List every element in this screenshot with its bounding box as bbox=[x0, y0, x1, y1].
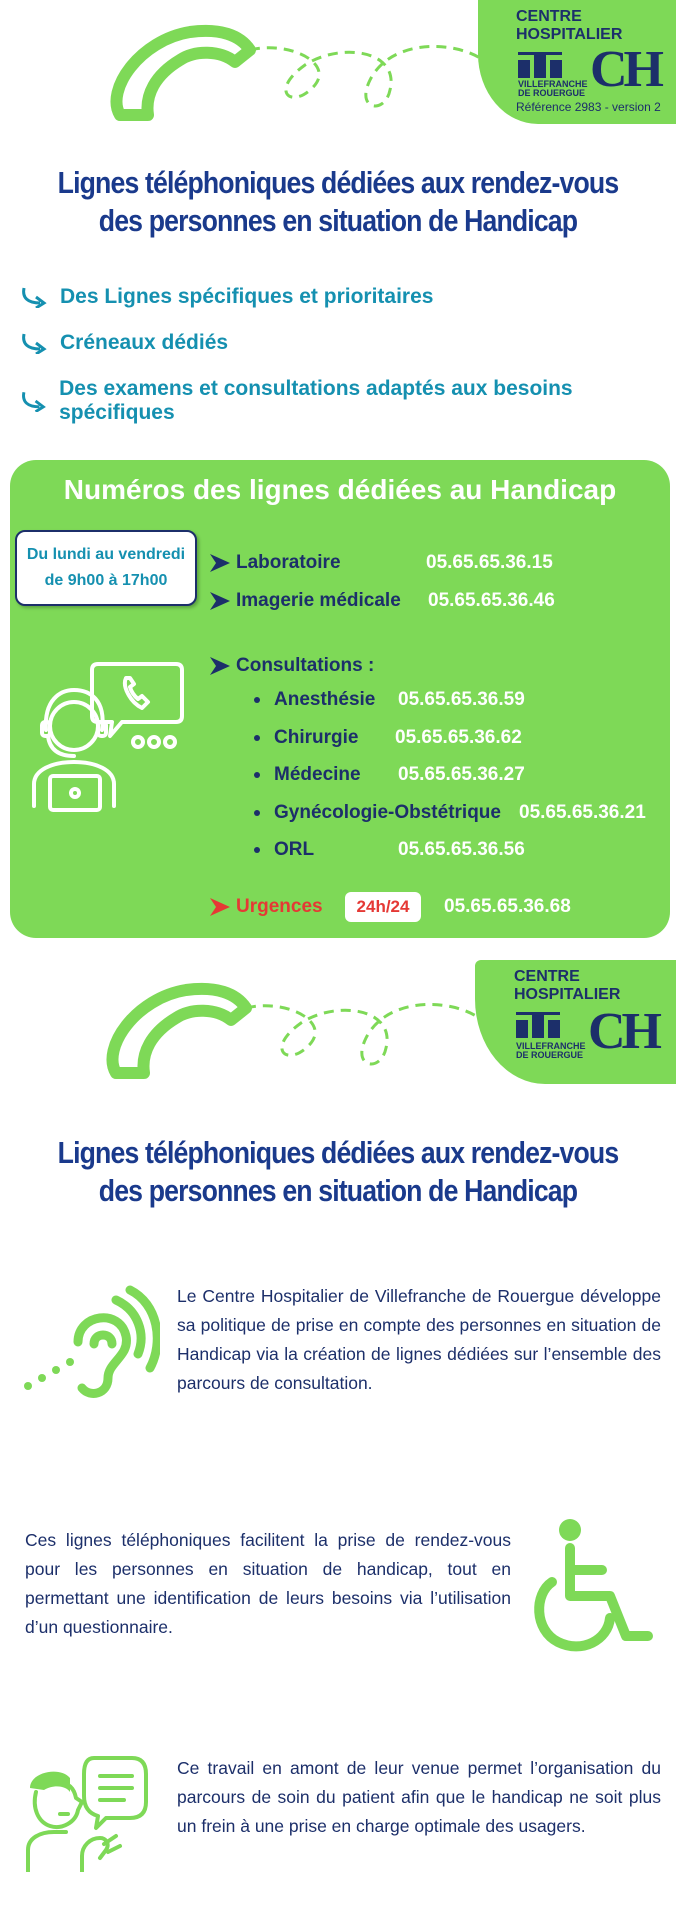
page-title bbox=[47, 164, 628, 240]
paragraph-1: Le Centre Hospitalier de Villefranche de Rouergue développe sa politique de prise en compte des personnes en situation de Handicap via la création de lignes dédiées sur l’ensemble des parcours de consultation. bbox=[177, 1286, 661, 1393]
chevron-right-icon bbox=[210, 554, 230, 572]
hearing-icon bbox=[20, 1282, 160, 1402]
reference-number: Référence 2983 - version 2 bbox=[516, 100, 661, 114]
title-line-1: Lignes téléphoniques dédiées aux rendez-vous bbox=[57, 1135, 619, 1170]
paragraph-2: Ces lignes téléphoniques facilitent la prise de rendez-vous pour les personnes en situation de handicap, tout en permettant une identification de leurs besoins via l’utilisation d’un questionnaire. bbox=[25, 1530, 511, 1637]
curved-arrow-icon bbox=[20, 332, 52, 354]
opening-hours-box bbox=[15, 530, 197, 606]
bullet bbox=[254, 735, 260, 741]
consultation-label: Anesthésie bbox=[274, 689, 376, 710]
consultations-header bbox=[210, 655, 374, 677]
consultation-label: Chirurgie bbox=[274, 727, 359, 748]
phone-number: 05.65.65.36.46 bbox=[428, 590, 555, 611]
consultation-label: Médecine bbox=[274, 764, 361, 785]
consultation-label: ORL bbox=[274, 839, 315, 860]
phone-number: 05.65.65.36.15 bbox=[426, 552, 553, 573]
logo-city-2: DE ROUERGUE bbox=[516, 1050, 584, 1060]
curved-arrow-icon bbox=[20, 286, 52, 308]
urgences-label: Urgences bbox=[236, 896, 323, 917]
call-center-agent-icon bbox=[26, 656, 186, 814]
consultation-item bbox=[254, 839, 314, 861]
curved-arrow-icon bbox=[20, 390, 51, 412]
bullet bbox=[254, 810, 260, 816]
hospital-logo bbox=[516, 8, 676, 114]
phone-handset-icon bbox=[100, 20, 500, 130]
logo-name: CENTRE HOSPITALIER bbox=[514, 968, 621, 1003]
consultation-item bbox=[254, 727, 358, 749]
phone-number: 05.65.65.36.27 bbox=[398, 764, 525, 785]
title-line-1: Lignes téléphoniques dédiées aux rendez-vous bbox=[57, 165, 619, 200]
feature-item bbox=[20, 331, 228, 355]
card-title: Numéros des lignes dédiées au Handicap bbox=[63, 474, 617, 505]
chevron-right-icon bbox=[210, 657, 230, 675]
speaking-person-icon bbox=[20, 1752, 150, 1872]
feature-label: Des Lignes spécifiques et prioritaires bbox=[60, 285, 434, 308]
logo-city-2: DE ROUERGUE bbox=[518, 88, 586, 98]
title-line-2: des personnes en situation de Handicap bbox=[98, 203, 578, 238]
consultation-label: Gynécologie-Obstétrique bbox=[274, 802, 501, 823]
line-laboratoire bbox=[210, 552, 341, 574]
consultation-item bbox=[254, 802, 501, 824]
wheelchair-icon bbox=[530, 1518, 660, 1660]
urgences-line bbox=[210, 896, 323, 918]
line-label: Laboratoire bbox=[236, 552, 341, 573]
consultations-label: Consultations : bbox=[236, 655, 375, 676]
phone-number: 05.65.65.36.56 bbox=[398, 839, 525, 860]
bullet bbox=[254, 697, 260, 703]
feature-label: Des examens et consultations adaptés aux besoins spécifiques bbox=[59, 377, 573, 424]
chevron-right-icon bbox=[210, 592, 230, 610]
phone-handset-icon bbox=[96, 978, 496, 1088]
section-title bbox=[47, 1134, 628, 1210]
line-imagerie bbox=[210, 590, 401, 612]
bullet bbox=[254, 772, 260, 778]
logo-mark: CH bbox=[588, 1003, 658, 1060]
logo-name: CENTRE HOSPITALIER bbox=[516, 8, 623, 43]
line-label: Imagerie médicale bbox=[236, 590, 401, 611]
consultation-item bbox=[254, 764, 361, 786]
title-line-2: des personnes en situation de Handicap bbox=[98, 1173, 578, 1208]
logo-mark: CH bbox=[590, 41, 660, 98]
hours-days: Du lundi au vendredi bbox=[26, 546, 186, 563]
hours-times: de 9h00 à 17h00 bbox=[44, 572, 168, 589]
phone-number: 05.65.65.36.21 bbox=[519, 802, 646, 823]
chevron-right-icon bbox=[210, 898, 230, 916]
feature-item bbox=[20, 377, 676, 425]
logo-city-1: VILLEFRANCHE bbox=[518, 79, 588, 89]
logo-city-1: VILLEFRANCHE bbox=[516, 1041, 586, 1051]
phone-number: 05.65.65.36.68 bbox=[444, 896, 571, 917]
urgences-badge: 24h/24 bbox=[345, 892, 421, 922]
logo-building-icon bbox=[518, 50, 578, 78]
logo-building-icon bbox=[516, 1010, 576, 1038]
feature-item bbox=[20, 285, 433, 309]
phone-number: 05.65.65.36.59 bbox=[398, 689, 525, 710]
paragraph-3: Ce travail en amont de leur venue permet l’organisation du parcours de soin du patient afin que le handicap ne soit plus un frein à une prise en charge optimale des usagers. bbox=[177, 1758, 661, 1836]
feature-label: Créneaux dédiés bbox=[60, 331, 229, 354]
hospital-logo bbox=[514, 968, 676, 1068]
phone-number: 05.65.65.36.62 bbox=[395, 727, 522, 748]
consultation-item bbox=[254, 689, 375, 711]
bullet bbox=[254, 847, 260, 853]
